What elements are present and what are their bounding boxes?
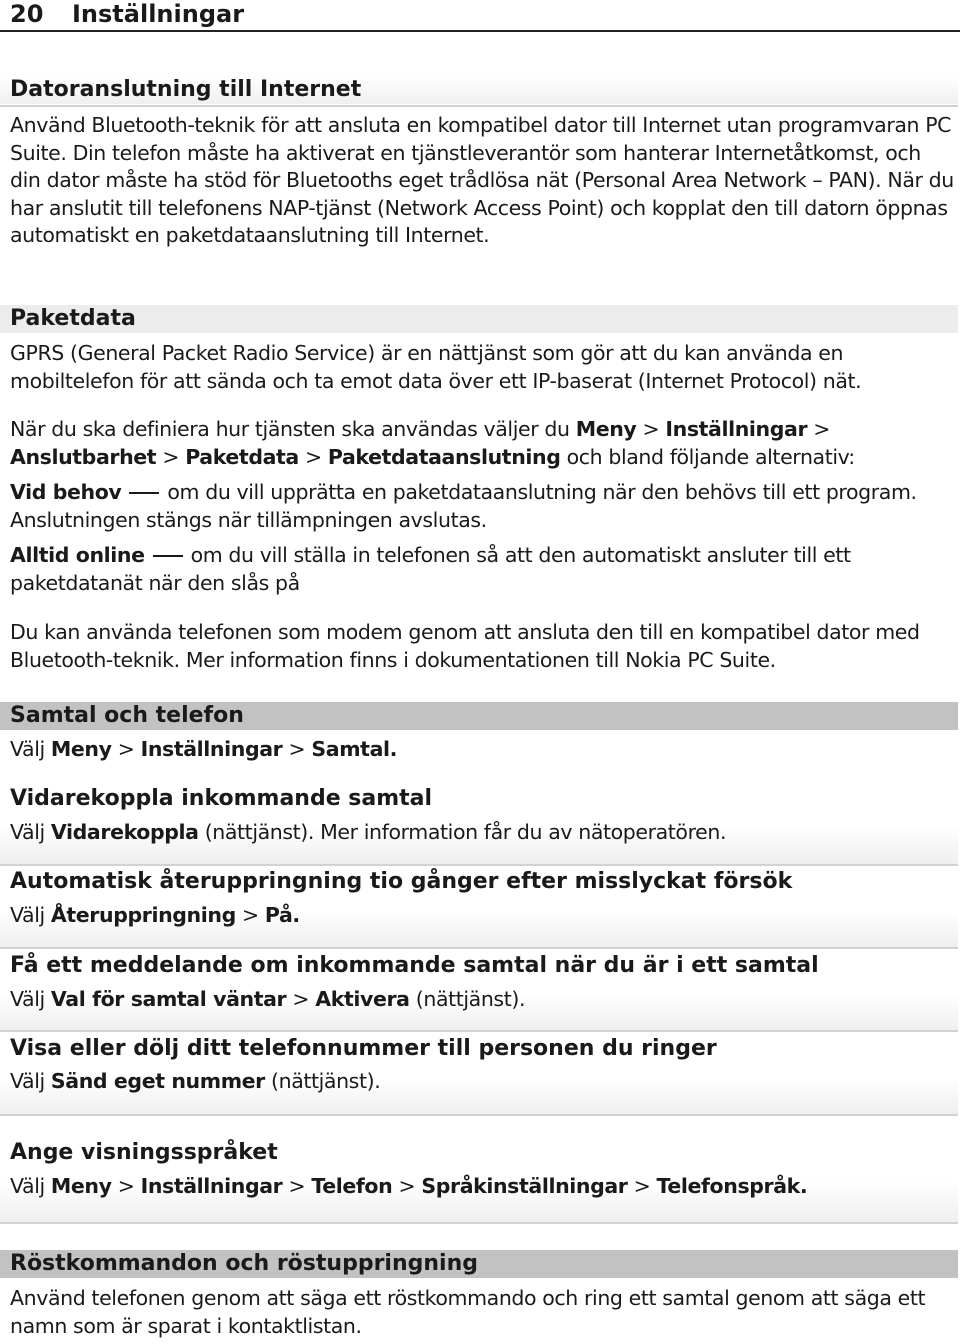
path-rest: (nättjänst).: [415, 987, 526, 1011]
option-desc: om du vill ställa in telefonen så att den automatiskt ansluter till ett paketdatanät när den slås på: [10, 543, 851, 595]
dash-icon: [129, 492, 159, 494]
page-header: [0, 0, 960, 32]
path-separator: >: [162, 444, 180, 469]
subsection-heading: Vidarekoppla inkommande samtal: [10, 786, 433, 811]
subsection-heading: Få ett meddelande om inkommande samtal när du är i ett samtal: [10, 953, 819, 978]
menu-path-paragraph: [10, 902, 955, 930]
path-item: Meny: [50, 737, 112, 761]
subsection-heading: Automatisk återuppringning tio gånger efter misslyckat försök: [10, 869, 793, 894]
path-separator: >: [642, 417, 660, 441]
path-outro: och bland följande alternativ:: [566, 444, 855, 469]
path-separator: >: [288, 737, 306, 761]
option-desc: om du vill upprätta en paketdataanslutning när den behövs till ett program. Anslutningen stängs när tillämpningen avslutas.: [10, 480, 917, 532]
section-divider: [0, 1222, 958, 1224]
subsection-heading: Ange visningsspråket: [10, 1140, 278, 1165]
section-divider: [0, 1114, 958, 1116]
option-item: [10, 479, 955, 534]
path-item: Paketdata: [185, 444, 299, 469]
path-intro: Välj: [10, 1174, 45, 1198]
path-item: Sänd eget nummer: [50, 1069, 265, 1093]
path-item: Inställningar: [140, 737, 283, 761]
path-end: .: [799, 1174, 808, 1198]
path-separator: >: [292, 987, 310, 1011]
option-name: Alltid online: [10, 543, 145, 567]
path-item: Samtal: [311, 737, 390, 761]
path-item: Språkinställningar: [421, 1174, 628, 1198]
path-item: Aktivera: [315, 987, 410, 1011]
path-item: Vidarekoppla: [50, 820, 199, 844]
page-title: Inställningar: [72, 0, 245, 28]
path-item: Paketdataanslutning: [327, 444, 561, 469]
dash-icon: [153, 555, 183, 557]
path-item: Telefonspråk: [656, 1174, 800, 1198]
paragraph: Använd Bluetooth-teknik för att ansluta en kompatibel dator till Internet utan programvaran PC Suite. Din telefon måste ha aktiverat en tjänstleverantör som hanterar Internetåtkomst, och din dator måste ha stöd för Bluetooths eget trådlösa nät (Personal Area Network – PAN). När du har anslutit till telefonens NAP-tjänst (Network Access Point) och kopplat den till datorn öppnas automatiskt en paketdataanslutning till Internet.: [10, 113, 954, 247]
path-intro: När du ska definiera hur tjänsten ska användas väljer du: [10, 417, 570, 441]
path-item: Meny: [50, 1174, 112, 1198]
section-heading: Paketdata: [10, 306, 136, 331]
path-item: Val för samtal väntar: [50, 987, 287, 1011]
path-separator: >: [117, 1174, 135, 1198]
menu-path-paragraph: [10, 416, 955, 471]
path-separator: >: [398, 1174, 416, 1198]
path-item: Meny: [575, 417, 637, 441]
path-intro: Välj: [10, 903, 45, 927]
option-name: Vid behov: [10, 480, 122, 504]
path-item: Anslutbarhet: [10, 444, 157, 469]
path-item: Telefon: [311, 1174, 393, 1198]
path-separator: >: [633, 1174, 651, 1198]
path-separator: >: [241, 903, 259, 927]
option-item: [10, 542, 955, 597]
path-separator: >: [117, 737, 135, 761]
path-rest: (nättjänst).: [271, 1069, 381, 1093]
path-intro: Välj: [10, 987, 45, 1011]
menu-path-paragraph: [10, 819, 955, 847]
path-separator: >: [288, 1174, 306, 1198]
menu-path-paragraph: [10, 736, 955, 764]
section-heading: Röstkommandon och röstuppringning: [10, 1251, 478, 1276]
menu-path-paragraph: [10, 986, 955, 1014]
paragraph: Använd telefonen genom att säga ett röstkommando och ring ett samtal genom att säga ett namn som är sparat i kontaktlistan.: [10, 1286, 926, 1338]
path-item: Inställningar: [665, 417, 808, 441]
path-separator: >: [305, 444, 322, 469]
path-item: Återuppringning: [50, 903, 236, 927]
paragraph: Du kan använda telefonen som modem genom att ansluta den till en kompatibel dator med Bluetooth-teknik. Mer information finns i dokumentationen till Nokia PC Suite.: [10, 620, 920, 672]
path-intro: Välj: [10, 737, 45, 761]
path-intro: Välj: [10, 1069, 45, 1093]
path-item: På: [264, 903, 293, 927]
section-heading: Samtal och telefon: [10, 703, 244, 728]
menu-path-paragraph: [10, 1173, 955, 1201]
page-number: 20: [10, 0, 44, 28]
section-divider: [0, 105, 958, 107]
section-heading: Datoranslutning till Internet: [10, 77, 362, 102]
menu-path-paragraph: [10, 1068, 955, 1096]
path-item: Inställningar: [140, 1174, 283, 1198]
path-end: .: [389, 737, 398, 761]
subsection-heading: Visa eller dölj ditt telefonnummer till personen du ringer: [10, 1036, 717, 1061]
path-intro: Välj: [10, 820, 45, 844]
paragraph: GPRS (General Packet Radio Service) är en nättjänst som gör att du kan använda en mobiltelefon för att sända och ta emot data över ett IP-baserat (Internet Protocol) nät.: [10, 341, 862, 393]
path-end: .: [292, 903, 300, 927]
path-separator: >: [813, 417, 831, 441]
path-rest: (nättjänst). Mer information får du av nätoperatören.: [204, 820, 727, 844]
section-paketdata-header-bg: [0, 305, 958, 333]
